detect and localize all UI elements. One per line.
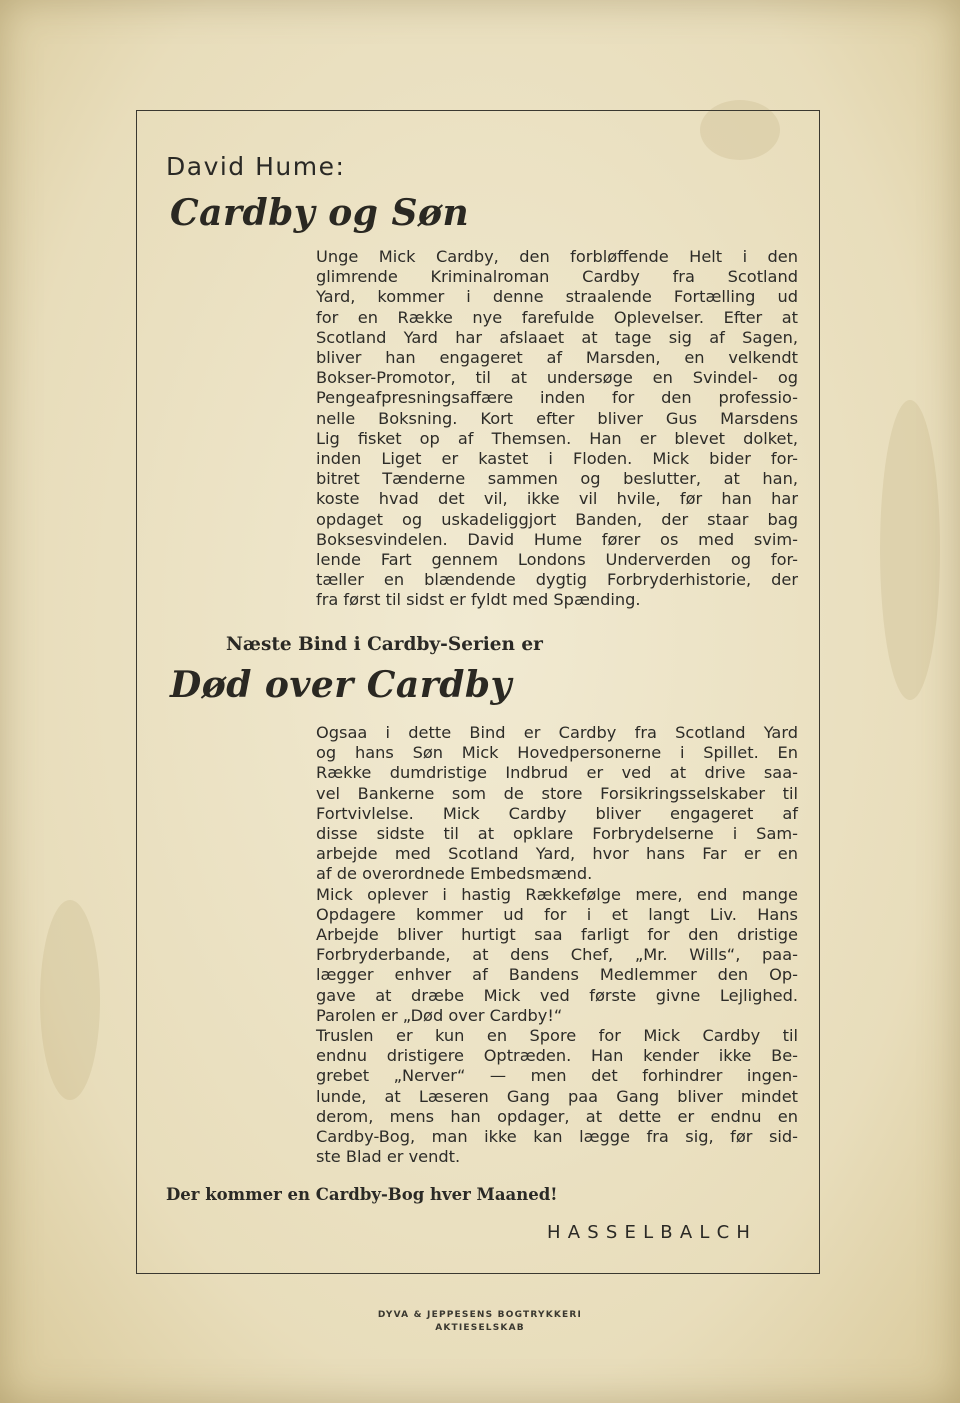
text-line: og hans Søn Mick Hovedpersonerne i Spillet. En [316,743,798,763]
text-line: Bokser-Promotor, til at undersøge en Svindel- og [316,368,798,388]
text-line: Parolen er „Død over Cardby!“ [316,1005,563,1025]
monthly-release-note: Der kommer en Cardby-Bog hver Maaned! [166,1185,558,1204]
text-line: grebet „Nerver“ — men det forhindrer ingen- [316,1066,798,1086]
printer-imprint-line2: AKTIESELSKAB [435,1323,525,1333]
text-line: Yard, kommer i denne straalende Fortælling ud [316,287,798,307]
text-line: lægger enhver af Bandens Medlemmer den Op- [316,965,798,985]
text-line: Lig fisket op af Themsen. Han er blevet dolket, [316,428,798,448]
author-heading: David Hume: [166,152,346,181]
text-line: Opdagere kommer ud for i et langt Liv. Hans [316,904,798,924]
text-line: Forbryderbande, at dens Chef, „Mr. Wills“, paa- [316,945,798,965]
text-line: Boksesvindelen. David Hume fører os med svim- [316,529,798,549]
printer-imprint-line1: DYVA & JEPPESENS BOGTRYKKERI [377,1310,583,1320]
text-line: tæller en blændende dygtig Forbryderhistorie, der [316,570,798,590]
text-line: Ogsaa i dette Bind er Cardby fra Scotland Yard [316,723,798,742]
text-line: Cardby-Bog, man ikke kan lægge fra sig, før sid- [316,1127,798,1147]
description-cardby-og-son [316,247,798,611]
text-line: Pengeafpresningsaffære inden for den professio- [316,388,798,408]
text-line: ste Blad er vendt. [316,1147,461,1167]
next-volume-heading: Næste Bind i Cardby-Serien er [226,634,543,655]
text-line: Arbejde bliver hurtigt saa farligt for den dristige [316,925,798,945]
text-line: Fortvivlelse. Mick Cardby bliver engageret af [316,803,798,823]
text-line: bitret Tænderne sammen og beslutter, at han, [316,469,798,489]
text-line: derom, mens han opdager, at dette er endnu en [316,1106,798,1126]
text-line: lunde, at Læseren Gang paa Gang bliver mindet [316,1086,798,1106]
text-line: Mick oplever i hastig Rækkefølge mere, end mange [316,884,798,904]
text-line: for en Række nye farefulde Oplevelser. Efter at [316,307,798,327]
text-line: disse sidste til at opklare Forbrydelserne i Sam- [316,824,798,844]
text-line: lende Fart gennem Londons Underverden og for- [316,550,798,570]
text-line: vel Bankerne som de store Forsikringsselskaber til [316,783,798,803]
text-line: koste hvad det vil, ikke vil hvile, før han har [316,489,798,509]
text-line: fra først til sidst er fyldt med Spænding. [316,590,641,610]
text-line: opdaget og uskadeliggjort Banden, der staar bag [316,509,798,529]
text-line: gave at dræbe Mick ved første givne Lejlighed. [316,985,798,1005]
text-line: Truslen er kun en Spore for Mick Cardby til [316,1026,798,1046]
text-line: glimrende Kriminalroman Cardby fra Scotland [316,267,798,287]
description-dod-over-cardby [316,723,798,1167]
text-line: inden Liget er kastet i Floden. Mick bider for- [316,449,798,469]
publisher-name: HASSELBALCH [547,1222,758,1243]
text-line: af de overordnede Embedsmænd. [316,864,593,884]
text-line: endnu dristigere Optræden. Han kender ikke Be- [316,1046,798,1066]
paper-stain [880,400,940,700]
paper-stain [40,900,100,1100]
text-line: Scotland Yard har afslaaet at tage sig af Sagen, [316,327,798,347]
text-line: arbejde med Scotland Yard, hvor hans Far er en [316,844,798,864]
text-line: bliver han engageret af Marsden, en velkendt [316,348,798,368]
book-title-cardby-og-son: Cardby og Søn [170,192,470,234]
text-line: Række dumdristige Indbrud er ved at drive saa- [316,763,798,783]
text-line: Unge Mick Cardby, den forbløffende Helt i den [316,247,798,266]
text-line: nelle Boksning. Kort efter bliver Gus Marsdens [316,408,798,428]
book-title-dod-over-cardby: Død over Cardby [170,664,512,706]
